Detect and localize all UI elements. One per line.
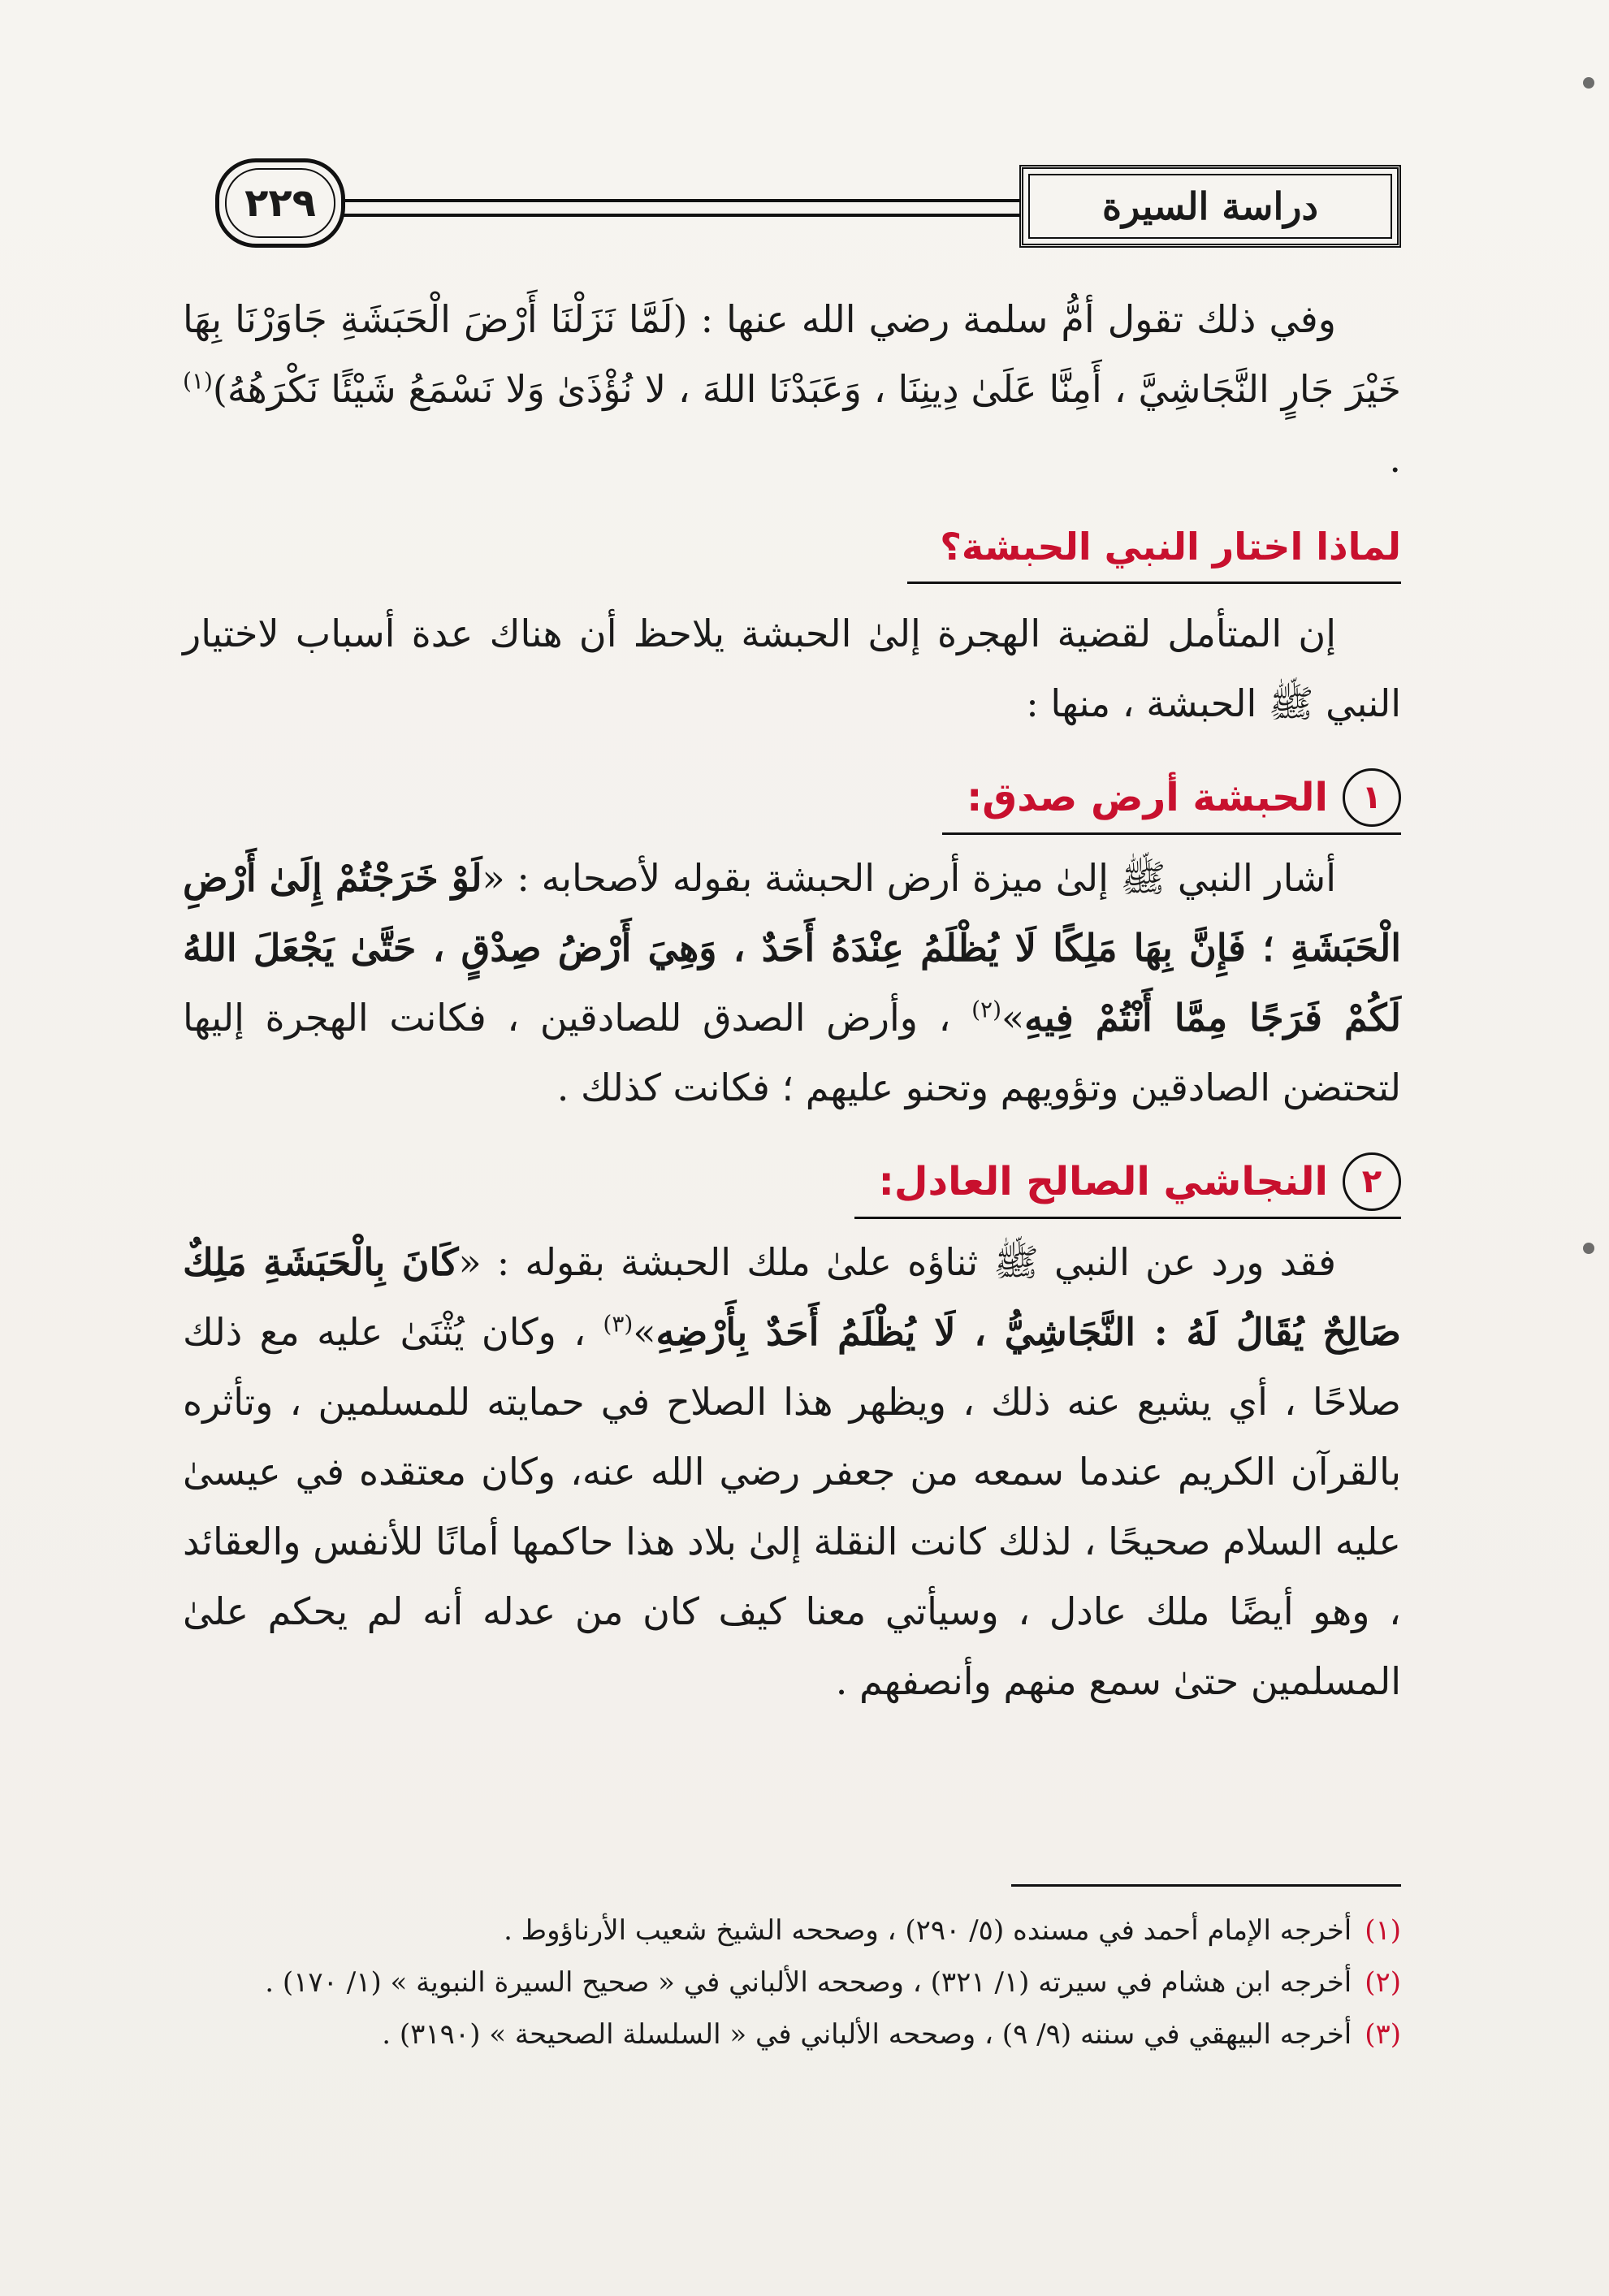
intro-paragraph: وفي ذلك تقول أمُّ سلمة رضي الله عنها : (لَمَّا نَزَلْنَا أَرْضَ الْحَبَشَةِ جَاوَرْنَا بِهَا خَيْرَ جَارٍ النَّجَاشِيَّ ، أَمِنَّا عَلَىٰ دِينِنَا ، وَعَبَدْنَا اللهَ ، لا نُؤْذَىٰ وَلا نَسْمَعُ شَيْئًا نَكْرَهُهُ)$^{(١)}$ . xyxy=(183,297,1401,481)
header-rule xyxy=(321,199,1027,217)
page-number: ٢٢٩ xyxy=(215,158,345,248)
main-text xyxy=(183,284,1401,1716)
section-heading-land-of-truth xyxy=(942,763,1401,835)
running-title: دراسة السيرة xyxy=(1019,165,1401,248)
footnotes xyxy=(183,1905,1401,2060)
section-number-badge: ٢ xyxy=(1343,1152,1401,1211)
section1-paragraph: أشار النبي ﷺ إلىٰ ميزة أرض الحبشة بقوله لأصحابه : «لَوْ خَرَجْتُمْ إِلَىٰ أَرْضِ الْحَبَشَةِ ؛ فَإِنَّ بِهَا مَلِكًا لَا يُظْلَمُ عِنْدَهُ أَحَدٌ ، وَهِيَ أَرْضُ صِدْقٍ ، حَتَّىٰ يَجْعَلَ اللهُ لَكُمْ فَرَجًا مِمَّا أَنْتُمْ فِيهِ»$^{(٢)}$ ، وأرض الصدق للصادقين ، فكانت الهجرة إليها لتحتضن الصادقين وتؤويهم وتحنو عليهم ؛ فكانت كذلك . xyxy=(183,856,1401,1109)
footnote-ref[interactable]: (١) xyxy=(183,367,213,395)
footnote-item: (٣)أخرجه البيهقي في سننه (٩/ ٩) ، وصححه الألباني في « السلسلة الصحيحة » (٣١٩٠) . xyxy=(382,2018,1401,2051)
footnote-ref[interactable]: (٣) xyxy=(603,1310,634,1338)
footnote-ref[interactable]: (٢) xyxy=(971,996,1002,1023)
footnote-item: (١)أخرجه الإمام أحمد في مسنده (٥/ ٢٩٠) ، وصححه الشيخ شعيب الأرناؤوط . xyxy=(504,1914,1401,1947)
section-heading-just-negus xyxy=(854,1147,1401,1219)
binding-hole xyxy=(1583,1243,1594,1254)
section-heading-why-abyssinia: لماذا اختار النبي الحبشة؟ xyxy=(907,512,1401,584)
footnote-separator xyxy=(1011,1884,1401,1887)
section-title: الحبشة أرض صدق: xyxy=(967,775,1328,820)
section-title: النجاشي الصالح العادل: xyxy=(878,1159,1328,1204)
hadith-quote: كَانَ بِالْحَبَشَةِ مَلِكٌ صَالِحٌ يُقَالُ لَهُ : النَّجَاشِيُّ ، لَا يُظْلَمُ أَحَدٌ بِأَرْضِهِ xyxy=(183,1240,1401,1354)
section2-paragraph: فقد ورد عن النبي ﷺ ثناؤه علىٰ ملك الحبشة بقوله : «كَانَ بِالْحَبَشَةِ مَلِكٌ صَالِحٌ يُقَالُ لَهُ : النَّجَاشِيُّ ، لَا يُظْلَمُ أَحَدٌ بِأَرْضِهِ»$^{(٣)}$ ، وكان يُثْنَىٰ عليه مع ذلك صلاحًا ، أي يشيع عنه ذلك ، ويظهر هذا الصلاح في حمايته للمسلمين ، وتأثره بالقرآن الكريم عندما سمعه من جعفر رضي الله عنه، وكان معتقده في عيسىٰ عليه السلام صحيحًا ، لذلك كانت النقلة إلىٰ بلاد هذا حاكمها أمانًا للأنفس والعقائد ، وهو أيضًا ملك عادل ، وسيأتي معنا كيف كان من عدله أنه لم يحكم علىٰ المسلمين حتىٰ سمع منهم وأنصفهم . xyxy=(183,1240,1401,1703)
binding-hole xyxy=(1583,77,1594,89)
reasons-paragraph: إن المتأمل لقضية الهجرة إلىٰ الحبشة يلاحظ أن هناك عدة أسباب لاختيار النبي ﷺ الحبشة ، منها : xyxy=(183,612,1401,725)
hadith-quote: لَوْ خَرَجْتُمْ إِلَىٰ أَرْضِ الْحَبَشَةِ ؛ فَإِنَّ بِهَا مَلِكًا لَا يُظْلَمُ عِنْدَهُ أَحَدٌ ، وَهِيَ أَرْضُ صِدْقٍ ، حَتَّىٰ يَجْعَلَ اللهُ لَكُمْ فَرَجًا مِمَّا أَنْتُمْ فِيهِ xyxy=(183,856,1401,1040)
section-number-badge: ١ xyxy=(1343,768,1401,827)
page-header xyxy=(183,158,1401,248)
footnote-item: (٢)أخرجه ابن هشام في سيرته (١/ ٣٢١) ، وصححه الألباني في « صحيح السيرة النبوية » (١/ ١٧٠) . xyxy=(265,1966,1401,1999)
